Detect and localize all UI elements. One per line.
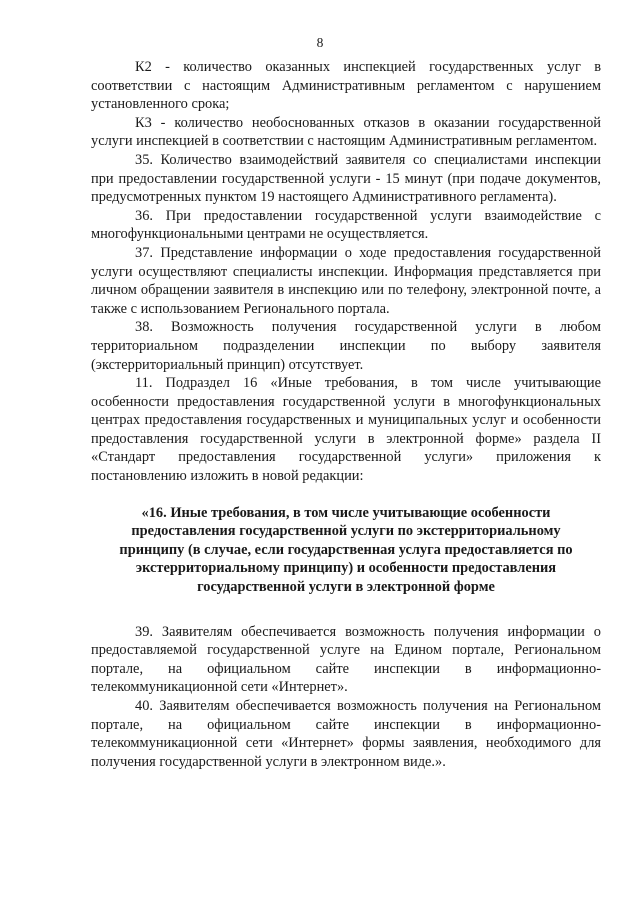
page-number: 8	[316, 35, 324, 50]
paragraph-k3: К3 - количество необоснованных отказов в оказании государственной услуги инспекцией в соответствии с настоящим Административным регламентом.	[91, 114, 601, 150]
document-body	[91, 58, 601, 771]
paragraph-11: 11. Подраздел 16 «Иные требования, в том числе учитывающие особенности предоставления государственной услуги в многофункциональных центрах предоставления государственных и муниципальных услуг и особенности предоставления государственной услуги в электронной форме» раздела II «Стандарт предоставления государственной услуги» приложения к постановлению изложить в новой редакции:	[91, 375, 601, 485]
paragraph-38: 38. Возможность получения государственной услуги в любом территориальном подразделении инспекции по выбору заявителя (экстерриториальный принцип) отсутствует.	[91, 319, 601, 373]
paragraph-36: 36. При предоставлении государственной услуги взаимодействие с многофункциональными центрами не осуществляется.	[91, 207, 601, 243]
paragraph-k2: К2 - количество оказанных инспекцией государственных услуг в соответствии с настоящим Административным регламентом с нарушением установленного срока;	[91, 59, 601, 113]
paragraph-40: 40. Заявителям обеспечивается возможность получения на Региональном портале, на официальном сайте инспекции в информационно-телекоммуникационной сети «Интернет» формы заявления, необходимого для получения государственной услуги в электронном виде.».	[91, 698, 601, 770]
paragraph-35: 35. Количество взаимодействий заявителя со специалистами инспекции при предоставлении государственной услуги - 15 минут (при подаче документов, предусмотренных пунктом 19 настоящего Административного регламента).	[91, 151, 601, 206]
paragraph-37: 37. Представление информации о ходе предоставления государственной услуги осуществляют специалисты инспекции. Информация представляется при личном обращении заявителя в инспекцию или по телефону, электронной почте, а также с использованием Регионального портала.	[91, 244, 601, 317]
paragraph-39: 39. Заявителям обеспечивается возможность получения информации о предоставляемой государственной услуге на Едином портале, Региональном портале, на официальном сайте инспекции в информационно-телекоммуникационной сети «Интернет».	[91, 623, 601, 696]
section-heading-16: «16. Иные требования, в том числе учитывающие особенности предоставления государственной услуги по экстерриториальному принципу (в случае, если государственная услуга предоставляется по экстерриториальному принципу) и особенности предоставления государственной услуги в электронной форме	[119, 504, 573, 596]
